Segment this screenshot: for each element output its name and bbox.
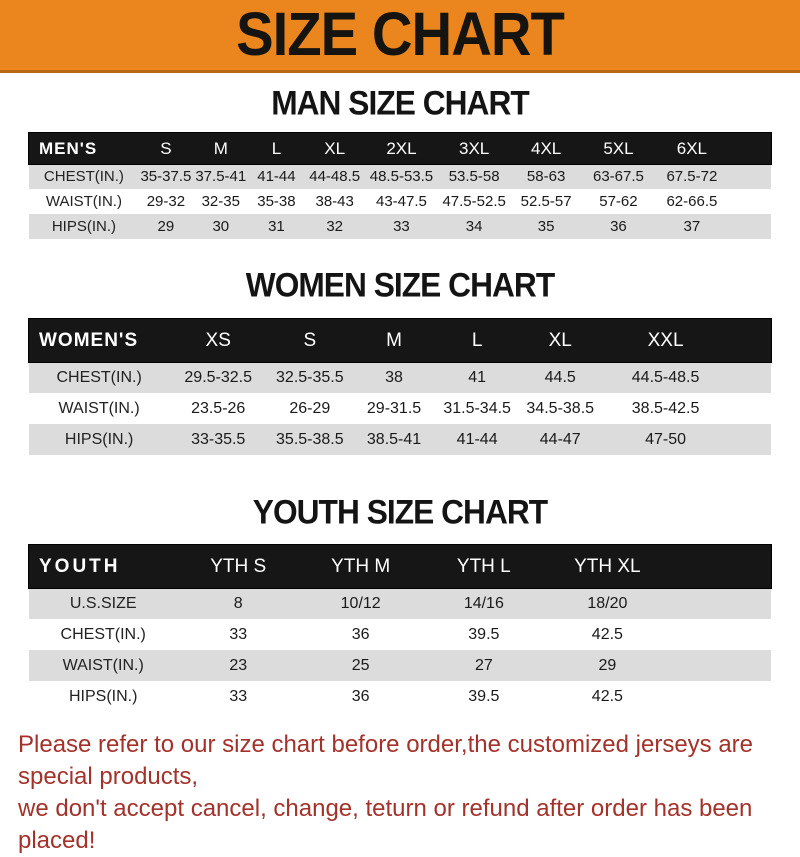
men-hips-row [29, 214, 771, 239]
row-label: WAIST(IN.) [29, 393, 169, 424]
men-column-header: L [249, 133, 305, 164]
size-cell: 35-37.5 [139, 164, 193, 189]
size-cell: 42.5 [545, 619, 669, 650]
size-cell: 35.5-38.5 [267, 424, 352, 455]
size-cell: 35 [511, 214, 582, 239]
men-column-header: 6XL [655, 133, 728, 164]
men-chest-row [29, 164, 771, 189]
size-cell: 63-67.5 [582, 164, 655, 189]
size-cell: 32 [304, 214, 365, 239]
men-section [0, 83, 800, 239]
men-column-header: XL [304, 133, 365, 164]
women-column-header: XL [519, 319, 602, 362]
size-cell: 31 [249, 214, 305, 239]
order-policy-line-1: Please refer to our size chart before order,the customized jerseys are special products, [18, 731, 754, 790]
youth-column-header: YTH M [299, 545, 422, 588]
women-section [0, 265, 800, 455]
spacer-cell [669, 681, 771, 712]
size-cell: 41-44 [249, 164, 305, 189]
men-column-header: 5XL [582, 133, 655, 164]
size-cell: 38 [353, 362, 436, 393]
youth-chest-row [29, 619, 771, 650]
spacer-cell [729, 164, 771, 189]
spacer-cell [729, 362, 771, 393]
size-cell: 31.5-34.5 [436, 393, 519, 424]
youth-ussize-row [29, 588, 771, 619]
size-cell: 39.5 [422, 619, 545, 650]
size-cell: 38.5-42.5 [602, 393, 730, 424]
size-cell: 35-38 [249, 189, 305, 214]
women-header-row [29, 319, 771, 362]
row-label: WAIST(IN.) [29, 650, 177, 681]
size-cell: 33-35.5 [169, 424, 267, 455]
youth-section-heading: YOUTH SIZE CHART [252, 492, 548, 531]
men-size-table [29, 133, 771, 239]
men-column-header: 2XL [365, 133, 438, 164]
size-cell: 48.5-53.5 [365, 164, 438, 189]
size-cell: 44.5-48.5 [602, 362, 730, 393]
youth-column-header: YTH L [422, 545, 545, 588]
women-section-heading: WOMEN SIZE CHART [245, 265, 555, 304]
size-cell: 36 [299, 619, 422, 650]
size-cell: 32-35 [193, 189, 249, 214]
spacer-cell [729, 424, 771, 455]
row-label: HIPS(IN.) [29, 681, 177, 712]
order-policy-note [18, 729, 800, 857]
size-cell: 57-62 [582, 189, 655, 214]
row-label: WAIST(IN.) [29, 189, 139, 214]
size-cell: 29 [139, 214, 193, 239]
spacer-cell [669, 588, 771, 619]
size-cell: 30 [193, 214, 249, 239]
men-column-header: M [193, 133, 249, 164]
size-cell: 34 [438, 214, 511, 239]
women-corner-label: WOMEN'S [29, 319, 169, 362]
men-column-header: S [139, 133, 193, 164]
size-cell: 41 [436, 362, 519, 393]
women-column-header: XS [169, 319, 267, 362]
women-waist-row [29, 393, 771, 424]
size-cell: 27 [422, 650, 545, 681]
men-header-row [29, 133, 771, 164]
spacer-cell [729, 393, 771, 424]
size-cell: 33 [177, 681, 299, 712]
youth-header-row [29, 545, 771, 588]
size-cell: 36 [299, 681, 422, 712]
size-cell: 26-29 [267, 393, 352, 424]
youth-column-header: YTH S [177, 545, 299, 588]
men-corner-label: MEN'S [29, 133, 139, 164]
size-cell: 29 [545, 650, 669, 681]
spacer-cell [729, 214, 771, 239]
size-cell: 44-48.5 [304, 164, 365, 189]
women-size-table [29, 319, 771, 455]
women-column-header: XXL [602, 319, 730, 362]
size-cell: 38.5-41 [353, 424, 436, 455]
men-column-header: 3XL [438, 133, 511, 164]
spacer-cell [729, 133, 771, 164]
spacer-cell [729, 319, 771, 362]
size-cell: 53.5-58 [438, 164, 511, 189]
row-label: HIPS(IN.) [29, 424, 169, 455]
order-policy-line-2: we don't accept cancel, change, teturn or refund after order has been placed! [18, 795, 753, 854]
spacer-cell [669, 619, 771, 650]
size-cell: 23.5-26 [169, 393, 267, 424]
row-label: CHEST(IN.) [29, 619, 177, 650]
youth-size-table [29, 545, 771, 712]
size-cell: 41-44 [436, 424, 519, 455]
women-chest-row [29, 362, 771, 393]
spacer-cell [729, 189, 771, 214]
size-cell: 25 [299, 650, 422, 681]
size-cell: 52.5-57 [511, 189, 582, 214]
size-cell: 34.5-38.5 [519, 393, 602, 424]
size-cell: 47.5-52.5 [438, 189, 511, 214]
size-cell: 36 [582, 214, 655, 239]
spacer-cell [669, 545, 771, 588]
men-waist-row [29, 189, 771, 214]
size-cell: 8 [177, 588, 299, 619]
size-cell: 39.5 [422, 681, 545, 712]
size-cell: 47-50 [602, 424, 730, 455]
youth-column-header: YTH XL [545, 545, 669, 588]
row-label: CHEST(IN.) [29, 164, 139, 189]
page-title: SIZE CHART [236, 0, 564, 69]
youth-hips-row [29, 681, 771, 712]
women-hips-row [29, 424, 771, 455]
size-cell: 14/16 [422, 588, 545, 619]
size-cell: 23 [177, 650, 299, 681]
row-label: U.S.SIZE [29, 588, 177, 619]
size-cell: 44-47 [519, 424, 602, 455]
size-cell: 18/20 [545, 588, 669, 619]
size-cell: 43-47.5 [365, 189, 438, 214]
row-label: HIPS(IN.) [29, 214, 139, 239]
women-column-header: L [436, 319, 519, 362]
size-cell: 62-66.5 [655, 189, 728, 214]
size-cell: 29-32 [139, 189, 193, 214]
size-cell: 32.5-35.5 [267, 362, 352, 393]
size-cell: 33 [365, 214, 438, 239]
size-cell: 29-31.5 [353, 393, 436, 424]
size-cell: 10/12 [299, 588, 422, 619]
size-cell: 58-63 [511, 164, 582, 189]
men-column-header: 4XL [511, 133, 582, 164]
size-cell: 33 [177, 619, 299, 650]
youth-section [0, 492, 800, 712]
spacer-cell [669, 650, 771, 681]
row-label: CHEST(IN.) [29, 362, 169, 393]
banner [0, 0, 800, 73]
youth-waist-row [29, 650, 771, 681]
size-cell: 38-43 [304, 189, 365, 214]
size-cell: 44.5 [519, 362, 602, 393]
women-column-header: S [267, 319, 352, 362]
youth-corner-label: YOUTH [29, 545, 177, 588]
size-cell: 29.5-32.5 [169, 362, 267, 393]
size-cell: 67.5-72 [655, 164, 728, 189]
size-cell: 37.5-41 [193, 164, 249, 189]
size-cell: 37 [655, 214, 728, 239]
men-section-heading: MAN SIZE CHART [271, 83, 529, 122]
women-column-header: M [353, 319, 436, 362]
size-cell: 42.5 [545, 681, 669, 712]
